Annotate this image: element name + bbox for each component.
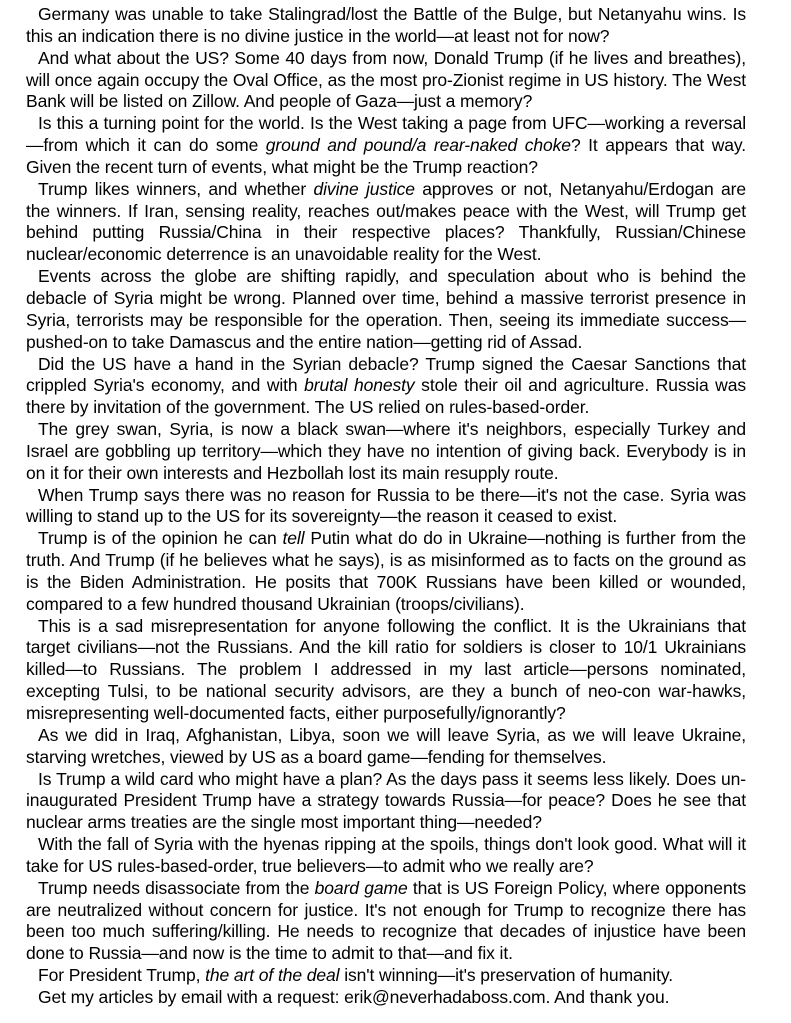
text-run: ? It appears that way. Given the recent turn of events, what might be the Trump reaction? bbox=[26, 135, 746, 177]
paragraph bbox=[26, 769, 746, 835]
paragraph bbox=[26, 419, 746, 485]
text-run: Trump likes winners, and whether bbox=[38, 178, 314, 199]
text-run: Germany was unable to take Stalingrad/lost the Battle of the Bulge, but Netanyahu wins. Is this an indication there is no divine justice in the world—at least not for now? bbox=[26, 4, 746, 46]
text-run: Get my articles by email with a request: bbox=[38, 986, 345, 1007]
text-run: As we did in Iraq, Afghanistan, Libya, soon we will leave Syria, as we will leave Ukraine, starving wretches, viewed by US as a board game—fending for themselves. bbox=[26, 724, 746, 767]
text-run: . And thank you. bbox=[545, 986, 670, 1007]
italic-phrase: the art of the deal bbox=[205, 965, 340, 986]
paragraph bbox=[26, 266, 746, 353]
paragraph bbox=[26, 4, 746, 48]
paragraph bbox=[26, 616, 746, 725]
text-run: For President Trump, bbox=[38, 965, 206, 986]
paragraph bbox=[26, 485, 746, 529]
text-run: The grey swan, Syria, is now a black swan—where it's neighbors, especially Turkey and Israel are gobbling up territory—which they have no intention of giving back. Everybody is in on it for their own interests and Hezbollah lost its main resupply route. bbox=[26, 419, 746, 483]
paragraph bbox=[26, 834, 746, 878]
text-run: This is a sad misrepresentation for anyone following the conflict. It is the Ukrainians that target civilians—not the Russians. And the kill ratio for soldiers is closer to 10/1 Ukrainians killed—to Russians. The problem I addressed in my last article—persons nominated, excepting Tulsi, to be national security advisors, are they a bunch of neo-con war-hawks, misrepresenting well-documented facts, either purposefully/ignorantly? bbox=[26, 615, 746, 723]
text-run: With the fall of Syria with the hyenas ripping at the spoils, things don't look good. What will it take for US rules-based-order, true believers—to admit who we really are? bbox=[26, 834, 746, 876]
italic-phrase: ground and pound/a rear-naked choke bbox=[265, 135, 571, 156]
text-run: approves or not, Netanyahu/Erdogan are the winners. If Iran, sensing reality, reaches out/makes peace with the West, will Trump get behind putting Russia/China in their respective places? Thankfully, Russian/Chinese nuclear/economic deterrence is an unavoidable reality for the West. bbox=[26, 178, 746, 265]
text-run: Is Trump a wild card who might have a plan? As the days pass it seems less likely. Does un-inaugurated President Trump have a strategy towards Russia—for peace? Does he see that nuclear arms treaties are the single most important thing—needed? bbox=[26, 768, 746, 833]
text-run: Is this a turning point for the world. Is the West taking a page from UFC—working a reversal—from which it can do some bbox=[26, 113, 746, 156]
text-run: Events across the globe are shifting rapidly, and speculation about who is behind the debacle of Syria might be wrong. Planned over time, behind a massive terrorist presence in Syria, terrorists may be responsible for the operation. Then, seeing its immediate success—pushed-on to take Damascus and the entire nation—getting rid of Assad. bbox=[26, 266, 746, 352]
text-run: Trump is of the opinion he can bbox=[38, 528, 283, 549]
italic-phrase: brutal honesty bbox=[304, 375, 415, 396]
paragraph bbox=[26, 48, 746, 114]
email-address: erik@neverhadaboss.com bbox=[344, 986, 546, 1007]
paragraph bbox=[26, 965, 746, 987]
paragraph bbox=[26, 987, 746, 1009]
paragraph bbox=[26, 528, 746, 615]
text-run: that is US Foreign Policy, where opponents are neutralized without concern for justice. It's not enough for Trump to recognize there has been too much suffering/killing. He needs to recognize that decades of injustice have been done to Russia—and now is the time to admit to that—and fix it. bbox=[26, 877, 746, 964]
paragraph bbox=[26, 113, 746, 179]
text-run: And what about the US? Some 40 days from now, Donald Trump (if he lives and breathes), will once again occupy the Oval Office, as the most pro-Zionist regime in US history. The West Bank will be listed on Zillow. And people of Gaza—just a memory? bbox=[26, 47, 746, 112]
paragraph bbox=[26, 878, 746, 965]
paragraph bbox=[26, 179, 746, 266]
paragraph bbox=[26, 725, 746, 769]
article-body bbox=[26, 4, 746, 1009]
text-run: stole their oil and agriculture. Russia was there by invitation of the government. The US relied on rules-based-order. bbox=[26, 375, 747, 418]
text-run: Did the US have a hand in the Syrian debacle? Trump signed the Caesar Sanctions that crippled Syria's economy, and with bbox=[26, 353, 746, 396]
text-run: Putin what do do in Ukraine—nothing is further from the truth. And Trump (if he believes what he says), is as misinformed as to facts on the ground as is the Biden Administration. He posits that 700K Russians have been killed or wounded, compared to a few hundred thousand Ukrainian (troops/civilians). bbox=[26, 528, 747, 614]
italic-phrase: divine justice bbox=[313, 178, 415, 199]
text-run: When Trump says there was no reason for Russia to be there—it's not the case. Syria was willing to stand up to the US for its sovereignty—the reason it ceased to exist. bbox=[26, 484, 746, 527]
text-run: Trump needs disassociate from the bbox=[38, 877, 315, 898]
paragraph bbox=[26, 354, 746, 420]
text-run: isn't winning—it's preservation of humanity. bbox=[339, 965, 673, 986]
italic-phrase: board game bbox=[314, 877, 408, 898]
italic-phrase: tell bbox=[282, 528, 305, 549]
